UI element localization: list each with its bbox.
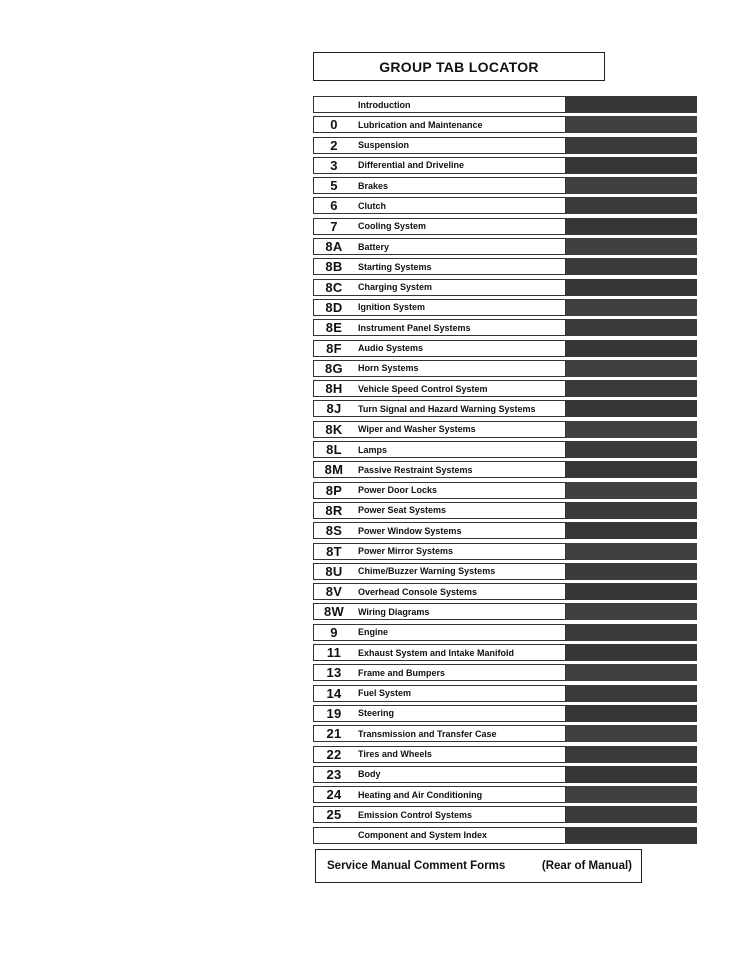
group-number: 25 — [326, 807, 342, 823]
group-entry[interactable] — [313, 806, 566, 823]
group-tab-marker[interactable] — [566, 360, 697, 377]
group-tab-marker[interactable] — [566, 766, 697, 783]
group-label: Transmission and Transfer Case — [358, 728, 497, 739]
group-label: Ignition System — [358, 302, 426, 313]
group-label: Introduction — [358, 99, 411, 110]
group-label: Body — [358, 769, 381, 780]
group-entry[interactable] — [313, 96, 566, 113]
group-row[interactable] — [313, 724, 698, 744]
group-entry[interactable] — [313, 685, 566, 702]
group-label: Cooling System — [358, 221, 427, 232]
group-row[interactable] — [313, 298, 698, 318]
group-number: 8G — [325, 360, 343, 376]
group-entry[interactable] — [313, 725, 566, 742]
group-label: Heating and Air Conditioning — [358, 789, 483, 800]
comment-forms-label: Service Manual Comment Forms — [327, 860, 506, 872]
group-label: Frame and Bumpers — [358, 667, 446, 678]
group-tab-marker[interactable] — [566, 279, 697, 296]
group-number: 3 — [330, 157, 338, 173]
group-label: Overhead Console Systems — [358, 586, 478, 597]
group-row[interactable] — [313, 521, 698, 541]
group-row[interactable] — [313, 805, 698, 825]
group-entry[interactable] — [313, 218, 566, 235]
group-label: Lubrication and Maintenance — [358, 119, 483, 130]
group-tab-marker[interactable] — [566, 685, 697, 702]
group-row[interactable] — [313, 156, 698, 176]
group-tab-marker[interactable] — [566, 827, 697, 844]
group-number: 8B — [325, 259, 343, 275]
group-number: 8C — [325, 279, 343, 295]
group-tab-marker[interactable] — [566, 340, 697, 357]
group-entry[interactable] — [313, 258, 566, 275]
group-entry[interactable] — [313, 380, 566, 397]
group-label: Vehicle Speed Control System — [358, 383, 488, 394]
group-number: 6 — [330, 198, 338, 214]
group-row[interactable] — [313, 136, 698, 156]
group-label: Emission Control Systems — [358, 809, 473, 820]
group-row[interactable] — [313, 379, 698, 399]
group-number: 8S — [325, 523, 343, 539]
group-label: Lamps — [358, 444, 388, 455]
group-number: 8E — [325, 320, 343, 336]
group-number: 24 — [326, 787, 342, 803]
group-row[interactable] — [313, 460, 698, 480]
group-label: Battery — [358, 241, 390, 252]
group-row[interactable] — [313, 237, 698, 257]
group-number: 7 — [330, 218, 338, 234]
group-row[interactable] — [313, 176, 698, 196]
group-number: 19 — [326, 705, 342, 721]
group-number: 8F — [326, 340, 342, 356]
group-label: Passive Restraint Systems — [358, 464, 473, 475]
group-row[interactable] — [313, 582, 698, 602]
group-label: Engine — [358, 627, 389, 638]
group-entry[interactable] — [313, 563, 566, 580]
group-label: Brakes — [358, 180, 389, 191]
group-entry[interactable] — [313, 502, 566, 519]
group-tab-marker[interactable] — [566, 96, 697, 113]
group-number: 13 — [326, 665, 342, 681]
group-tab-marker[interactable] — [566, 563, 697, 580]
group-number: 23 — [326, 766, 342, 782]
group-row[interactable] — [313, 501, 698, 521]
group-tab-marker[interactable] — [566, 603, 697, 620]
comment-forms-location: (Rear of Manual) — [541, 860, 632, 872]
group-entry[interactable] — [313, 786, 566, 803]
group-row[interactable] — [313, 257, 698, 277]
group-entry[interactable] — [313, 279, 566, 296]
group-row[interactable] — [313, 765, 698, 785]
group-tab-marker[interactable] — [566, 197, 697, 214]
group-row[interactable] — [313, 785, 698, 805]
group-number: 11 — [326, 645, 342, 661]
group-entry[interactable] — [313, 340, 566, 357]
group-tab-marker[interactable] — [566, 380, 697, 397]
group-entry[interactable] — [313, 360, 566, 377]
group-row[interactable] — [313, 643, 698, 663]
group-row[interactable] — [313, 399, 698, 419]
group-tab-marker[interactable] — [566, 502, 697, 519]
group-entry[interactable] — [313, 197, 566, 214]
group-row[interactable] — [313, 542, 698, 562]
group-number: 8U — [325, 563, 343, 579]
group-row[interactable] — [313, 339, 698, 359]
group-label: Power Window Systems — [358, 525, 462, 536]
group-label: Differential and Driveline — [358, 160, 465, 171]
group-number: 8A — [325, 239, 343, 255]
group-number: 8V — [325, 584, 343, 600]
group-row[interactable] — [313, 196, 698, 216]
group-row[interactable] — [313, 420, 698, 440]
group-tab-marker[interactable] — [566, 786, 697, 803]
group-entry[interactable] — [313, 827, 566, 844]
group-number: 8M — [324, 462, 344, 478]
group-number: 0 — [330, 117, 338, 133]
group-number: 2 — [330, 137, 338, 153]
group-number: 8P — [325, 482, 343, 498]
group-label: Wiper and Washer Systems — [358, 424, 476, 435]
group-row[interactable] — [313, 278, 698, 298]
group-number: 8L — [326, 442, 342, 458]
group-tab-marker[interactable] — [566, 238, 697, 255]
group-tab-marker[interactable] — [566, 319, 697, 336]
group-entry[interactable] — [313, 522, 566, 539]
group-label: Wiring Diagrams — [358, 606, 430, 617]
group-tab-marker[interactable] — [566, 705, 697, 722]
group-label: Turn Signal and Hazard Warning Systems — [358, 403, 536, 414]
group-tab-marker[interactable] — [566, 644, 697, 661]
group-row[interactable] — [313, 663, 698, 683]
group-label: Charging System — [358, 282, 433, 293]
group-label: Exhaust System and Intake Manifold — [358, 647, 515, 658]
group-number: 8H — [325, 381, 343, 397]
group-entry[interactable] — [313, 482, 566, 499]
group-tab-marker[interactable] — [566, 522, 697, 539]
group-tab-list — [313, 95, 698, 846]
group-entry[interactable] — [313, 116, 566, 133]
group-number: 21 — [326, 726, 342, 742]
group-tab-marker[interactable] — [566, 543, 697, 560]
group-entry[interactable] — [313, 319, 566, 336]
group-tab-marker[interactable] — [566, 725, 697, 742]
group-row[interactable] — [313, 684, 698, 704]
group-tab-marker[interactable] — [566, 482, 697, 499]
group-tab-marker[interactable] — [566, 441, 697, 458]
page-title — [313, 52, 605, 81]
group-label: Component and System Index — [358, 830, 488, 841]
group-number: 14 — [326, 685, 342, 701]
group-entry[interactable] — [313, 137, 566, 154]
group-tab-marker[interactable] — [566, 421, 697, 438]
group-row[interactable] — [313, 115, 698, 135]
group-row[interactable] — [313, 826, 698, 846]
group-entry[interactable] — [313, 299, 566, 316]
group-row[interactable] — [313, 602, 698, 622]
group-row[interactable] — [313, 745, 698, 765]
group-label: Horn Systems — [358, 363, 419, 374]
group-tab-marker[interactable] — [566, 664, 697, 681]
group-tab-marker[interactable] — [566, 157, 697, 174]
comment-forms-note — [315, 849, 642, 883]
group-label: Tires and Wheels — [358, 749, 432, 759]
group-tab-marker[interactable] — [566, 624, 697, 641]
group-entry[interactable] — [313, 157, 566, 174]
group-tab-marker[interactable] — [566, 806, 697, 823]
group-entry[interactable] — [313, 400, 566, 417]
group-tab-marker[interactable] — [566, 461, 697, 478]
group-entry[interactable] — [313, 583, 566, 600]
group-row[interactable] — [313, 481, 698, 501]
group-row[interactable] — [313, 704, 698, 724]
group-number: 8D — [325, 299, 343, 315]
group-entry[interactable] — [313, 766, 566, 783]
group-number: 9 — [330, 624, 338, 640]
group-entry[interactable] — [313, 177, 566, 194]
group-label: Audio Systems — [358, 343, 424, 354]
group-tab-marker[interactable] — [566, 177, 697, 194]
group-label: Power Mirror Systems — [358, 546, 454, 557]
group-label: Fuel System — [358, 688, 412, 699]
group-tab-marker[interactable] — [566, 137, 697, 154]
group-label: Instrument Panel Systems — [358, 322, 471, 333]
group-label: Power Seat Systems — [358, 505, 447, 516]
group-label: Starting Systems — [358, 261, 432, 272]
group-tab-marker[interactable] — [566, 258, 697, 275]
group-row[interactable] — [313, 562, 698, 582]
group-number: 8R — [325, 502, 343, 518]
group-number: 8T — [326, 543, 342, 559]
group-tab-marker[interactable] — [566, 299, 697, 316]
group-entry[interactable] — [313, 238, 566, 255]
group-tab-marker[interactable] — [566, 218, 697, 235]
group-number: 5 — [330, 178, 338, 194]
group-row[interactable] — [313, 95, 698, 115]
group-label: Suspension — [358, 140, 410, 151]
group-entry[interactable] — [313, 543, 566, 560]
group-label: Power Door Locks — [358, 485, 438, 496]
group-tab-marker[interactable] — [566, 400, 697, 417]
group-entry[interactable] — [313, 461, 566, 478]
group-tab-marker[interactable] — [566, 116, 697, 133]
group-entry[interactable] — [313, 421, 566, 438]
group-entry[interactable] — [313, 746, 566, 763]
group-number: 8J — [326, 401, 342, 417]
group-entry[interactable] — [313, 624, 566, 641]
group-label: Chime/Buzzer Warning Systems — [358, 566, 496, 577]
group-row[interactable] — [313, 217, 698, 237]
group-entry[interactable] — [313, 441, 566, 458]
group-entry[interactable] — [313, 705, 566, 722]
group-label: Clutch — [358, 200, 386, 211]
group-row[interactable] — [313, 318, 698, 338]
group-entry[interactable] — [313, 603, 566, 620]
group-row[interactable] — [313, 623, 698, 643]
group-number: 8W — [323, 604, 345, 620]
group-tab-marker[interactable] — [566, 583, 697, 600]
group-tab-marker[interactable] — [566, 746, 697, 763]
group-row[interactable] — [313, 359, 698, 379]
group-label: Steering — [358, 708, 395, 719]
group-entry[interactable] — [313, 644, 566, 661]
group-entry[interactable] — [313, 664, 566, 681]
group-row[interactable] — [313, 440, 698, 460]
group-number: 8K — [325, 421, 343, 437]
group-number: 22 — [326, 746, 342, 762]
page-title-text: GROUP TAB LOCATOR — [379, 58, 539, 75]
